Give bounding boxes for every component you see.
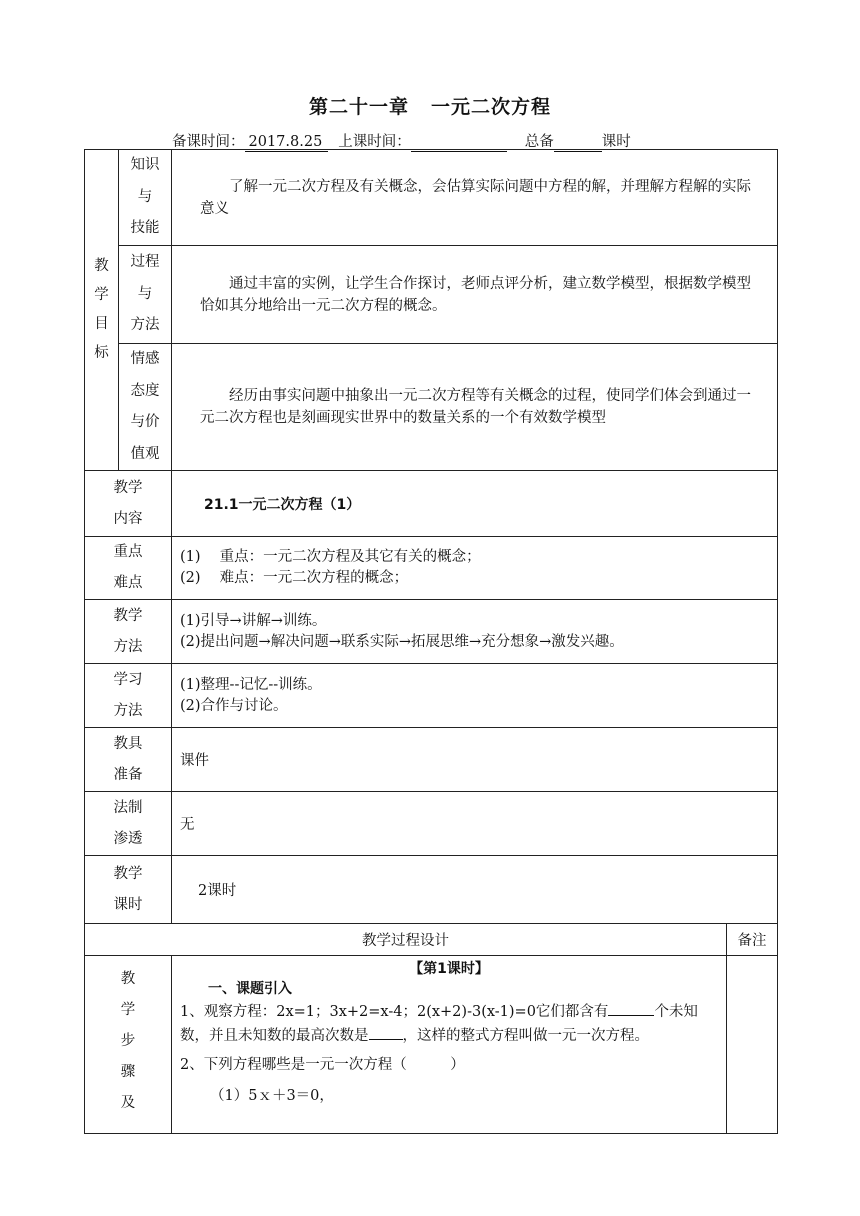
keypoints-row xyxy=(85,537,778,600)
prep-time-label: 备课时间： xyxy=(172,134,245,150)
objective-row-attitude xyxy=(85,344,778,471)
learning-method-row xyxy=(85,664,778,728)
section-heading: 一、课题引入 xyxy=(208,981,292,997)
objectives-label: 教 学 目 标 xyxy=(85,150,119,471)
lesson-heading: 【第1课时】 xyxy=(409,961,489,977)
lesson-plan-table xyxy=(84,149,778,1134)
remark-header: 备注 xyxy=(727,924,778,956)
tools-label: 教具 准备 xyxy=(85,728,172,792)
legal-text: 无 xyxy=(172,792,778,856)
legal-label: 法制 渗透 xyxy=(85,792,172,856)
hours-text: 2课时 xyxy=(172,856,778,924)
learning-method-text: (1)整理--记忆--训练。 (2)合作与讨论。 xyxy=(172,664,778,728)
content-label: 教学 内容 xyxy=(85,471,172,537)
process-header-row xyxy=(85,924,778,956)
chapter-name: 一元二次方程 xyxy=(431,96,552,118)
page-title xyxy=(0,92,860,119)
legal-row xyxy=(85,792,778,856)
steps-row xyxy=(85,956,778,1134)
keypoints-label: 重点 难点 xyxy=(85,537,172,600)
answer-blank-1 xyxy=(608,1000,654,1016)
question-1: 1、观察方程：2x=1；3x+2=x-4；2(x+2)-3(x-1)=0它们都含有 个未知数，并且未知数的最高次数是 ，这样的整式方程叫做一元一次方程。 xyxy=(180,1000,718,1048)
objective-row-process xyxy=(85,246,778,344)
hours-row xyxy=(85,856,778,924)
objective-knowledge-text: 了解一元二次方程及有关概念，会估算实际问题中方程的解，并理解方程解的实际意义 xyxy=(172,150,778,246)
teaching-method-label: 教学 方法 xyxy=(85,600,172,664)
keypoints-text: (1) 重点：一元二次方程及其它有关的概念； (2) 难点：一元二次方程的概念； xyxy=(172,537,778,600)
chapter-number: 第二十一章 xyxy=(308,96,409,118)
teaching-method-row xyxy=(85,600,778,664)
objective-knowledge-label: 知识 与 技能 xyxy=(119,150,172,246)
tools-row xyxy=(85,728,778,792)
learning-method-label: 学习 方法 xyxy=(85,664,172,728)
hours-suffix: 课时 xyxy=(601,134,631,150)
objective-attitude-text: 经历由事实问题中抽象出一元二次方程等有关概念的过程，使同学们体会到通过一元二次方程也是刻画现实世界中的数量关系的一个有效数学模型 xyxy=(172,344,778,471)
remark-cell xyxy=(727,956,778,1134)
teaching-method-text: (1)引导→讲解→训练。 (2)提出问题→解决问题→联系实际→拓展思维→充分想象→激发兴趣。 xyxy=(172,600,778,664)
objective-process-label: 过程 与 方法 xyxy=(119,246,172,344)
process-title: 教学过程设计 xyxy=(85,924,727,956)
hours-label: 教学 课时 xyxy=(85,856,172,924)
steps-label: 教 学 步 骤 及 xyxy=(85,956,172,1134)
steps-content xyxy=(172,956,727,1134)
content-text: 21.1一元二次方程（1） xyxy=(172,471,778,537)
objective-process-text: 通过丰富的实例，让学生合作探讨，老师点评分析，建立数学模型，根据数学模型恰如其分地给出一元二次方程的概念。 xyxy=(172,246,778,344)
tools-text: 课件 xyxy=(172,728,778,792)
answer-blank-2 xyxy=(369,1024,403,1040)
question-2: 2、下列方程哪些是一元一次方程（ ） xyxy=(180,1057,465,1073)
content-row xyxy=(85,471,778,537)
objective-row-knowledge xyxy=(85,150,778,246)
objective-attitude-label: 情感 态度 与价 值观 xyxy=(119,344,172,471)
equation-1: （1）5ｘ＋3＝0， xyxy=(210,1088,334,1104)
total-label: 总备 xyxy=(524,134,554,150)
prep-date: 2017.8.25 xyxy=(245,134,329,152)
class-time-label: 上课时间： xyxy=(338,134,411,150)
